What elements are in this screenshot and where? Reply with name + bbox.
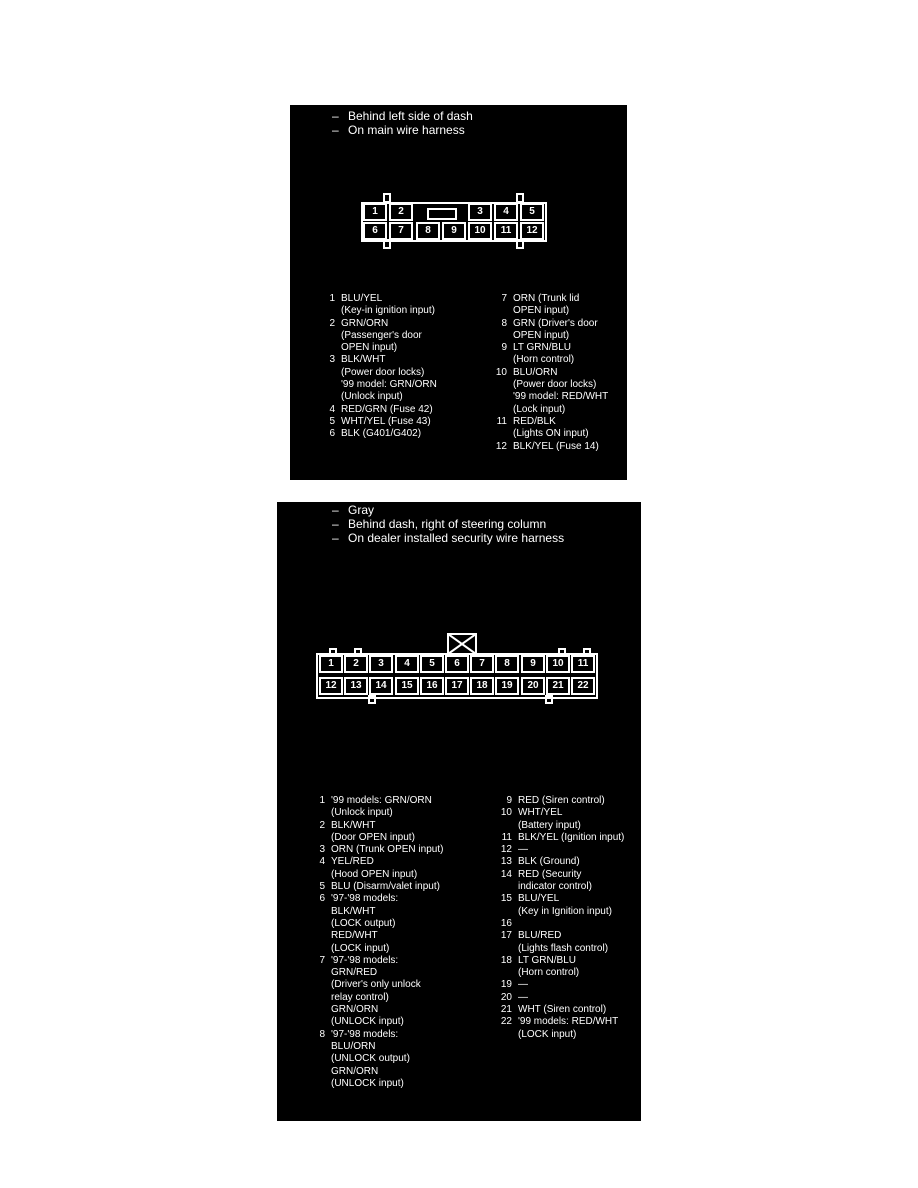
pin-number: 5 — [329, 415, 335, 427]
pin-entry — [493, 832, 624, 844]
pin-number: 18 — [500, 954, 512, 966]
pin-description-line: (Key-in ignition input) — [341, 305, 435, 317]
pin-entry — [493, 979, 624, 991]
pin-description-line: '97-'98 models: — [331, 893, 399, 905]
connector-pin: 8 — [495, 655, 519, 673]
pin-description-line: (Lights ON input) — [513, 428, 589, 440]
connector-pin: 14 — [369, 677, 393, 695]
pin-list-left — [316, 293, 437, 441]
connector-pin: 9 — [521, 655, 545, 673]
pin-description-line: GRN/ORN — [331, 1065, 379, 1077]
connector-pin: 12 — [520, 222, 544, 240]
connector-pin: 22 — [571, 677, 595, 695]
pin-description-line: (Hood OPEN input) — [331, 868, 418, 880]
pin-entry — [493, 807, 624, 832]
pin-entry — [316, 293, 437, 318]
pin-description-line: (Power door locks) — [341, 366, 425, 378]
pin-description-line: BLU/RED — [518, 930, 562, 942]
pin-description-line: RED/WHT — [331, 930, 378, 942]
pin-description-line: '97-'98 models: — [331, 954, 399, 966]
pin-description-line: GRN/RED — [331, 967, 378, 979]
pin-description-line: GRN/ORN — [331, 1004, 379, 1016]
pin-number: 22 — [500, 1016, 512, 1028]
pin-number: 9 — [506, 795, 512, 806]
connector-pin: 11 — [494, 222, 518, 240]
pin-description-line: (Battery input) — [518, 819, 581, 831]
pin-number: 1 — [329, 293, 335, 304]
pin-entry — [488, 342, 608, 367]
pin-description-line: (Unlock input) — [331, 807, 393, 819]
pin-description-line: BLK/WHT — [331, 819, 376, 831]
pin-description-line: LT GRN/BLU — [513, 342, 571, 354]
pin-description-line: BLK/WHT — [331, 905, 376, 917]
pin-description-line: (Lock input) — [513, 403, 566, 415]
pin-description-line: (UNLOCK input) — [331, 1077, 404, 1089]
pin-entry — [493, 1004, 624, 1016]
connector-pin: 4 — [494, 203, 518, 221]
pin-entry — [493, 856, 624, 868]
location-note: – On dealer installed security wire harness — [332, 531, 565, 545]
connector-pin: 5 — [520, 203, 544, 221]
pin-description-line: BLU/YEL — [518, 893, 560, 905]
pin-number: 2 — [329, 317, 335, 329]
pin-description-line: (UNLOCK input) — [331, 1016, 404, 1028]
connector-pin: 1 — [319, 655, 343, 673]
pin-number: 7 — [501, 293, 507, 304]
pin-entry — [493, 844, 624, 856]
connector-pin: 6 — [445, 655, 469, 673]
connector-pin: 2 — [389, 203, 413, 221]
pin-entry — [316, 428, 437, 440]
connector-pin: 20 — [521, 677, 545, 695]
pin-entry — [306, 955, 443, 1029]
pin-description-line: WHT/YEL — [518, 807, 563, 819]
pin-number: 15 — [500, 893, 512, 905]
pin-description-line: RED (Siren control) — [518, 795, 605, 806]
pin-description-line: BLU/ORN — [331, 1040, 376, 1052]
pin-description-line: BLK/WHT — [341, 354, 386, 366]
pin-description-line: (Lights flash control) — [518, 942, 609, 954]
pin-description-line: BLK/YEL (Ignition input) — [518, 831, 625, 843]
pin-number: 12 — [500, 844, 512, 856]
pin-entry — [493, 930, 624, 955]
connector-pin: 10 — [546, 655, 570, 673]
pin-description-line: LT GRN/BLU — [518, 954, 576, 966]
pin-number: 10 — [495, 366, 507, 378]
connector-pin: 16 — [420, 677, 444, 695]
pin-description-line: OPEN input) — [513, 305, 570, 317]
pin-entry — [306, 795, 443, 820]
pin-number: 8 — [319, 1028, 325, 1040]
pin-number: 2 — [319, 819, 325, 831]
pin-description-line: BLK (G401/G402) — [341, 428, 422, 440]
pin-entry — [306, 844, 443, 856]
pin-description-line: (UNLOCK output) — [331, 1053, 410, 1065]
connector-2-panel — [277, 502, 641, 1121]
connector-pin: 18 — [470, 677, 494, 695]
pin-list-left — [306, 795, 443, 1090]
location-note: – Behind left side of dash — [332, 109, 473, 123]
pin-number: 11 — [501, 831, 512, 843]
pin-entry — [316, 318, 437, 355]
pin-entry — [306, 1029, 443, 1090]
pin-number: 3 — [329, 354, 335, 366]
pin-number: 3 — [319, 844, 325, 856]
pin-description-line: WHT (Siren control) — [518, 1004, 607, 1016]
pin-number: 13 — [500, 856, 512, 868]
pin-description-line: (Horn control) — [518, 967, 580, 979]
pin-entry — [316, 404, 437, 416]
pin-number: 21 — [500, 1004, 512, 1016]
pin-description-line: (Passenger's door — [341, 329, 422, 341]
pin-description-line: (LOCK input) — [331, 942, 390, 954]
pin-number: 6 — [329, 428, 335, 440]
pin-description-line: (LOCK output) — [331, 917, 396, 929]
connector-pin: 13 — [344, 677, 368, 695]
pin-entry — [493, 955, 624, 980]
connector-pin: 10 — [468, 222, 492, 240]
pin-number: 4 — [319, 856, 325, 868]
pin-description-line: '99 models: GRN/ORN — [331, 795, 432, 806]
pin-description-line: OPEN input) — [513, 329, 570, 341]
pin-entry — [306, 856, 443, 881]
pin-description-line: RED/GRN (Fuse 42) — [341, 403, 433, 415]
pin-number: 17 — [500, 930, 512, 942]
connector-pin: 3 — [369, 655, 393, 673]
pin-description-line: (Key in Ignition input) — [518, 905, 612, 917]
connector-1-panel — [290, 105, 627, 480]
pin-description-line: YEL/RED — [331, 856, 374, 868]
pin-description-line: — — [518, 991, 528, 1003]
pin-list-right — [493, 795, 624, 1041]
pin-entry — [488, 318, 608, 343]
pin-entry — [493, 1016, 624, 1041]
location-note: – On main wire harness — [332, 123, 465, 137]
connector-pin: 21 — [546, 677, 570, 695]
pin-description-line: BLU/ORN — [513, 366, 558, 378]
pin-description-line: '99 models: RED/WHT — [518, 1016, 619, 1028]
pin-number: 4 — [329, 403, 335, 415]
pin-description-line: OPEN input) — [341, 342, 398, 354]
pin-description-line: indicator control) — [518, 881, 592, 893]
pin-number: 12 — [495, 440, 507, 452]
pin-description-line: BLU/YEL — [341, 293, 383, 304]
pin-entry — [316, 354, 437, 403]
pin-entry — [488, 367, 608, 416]
pin-number: 10 — [500, 807, 512, 819]
pin-entry — [488, 416, 608, 441]
pin-number: 16 — [500, 917, 512, 929]
connector-pin: 8 — [416, 222, 440, 240]
connector-pin: 5 — [420, 655, 444, 673]
connector-pin: 15 — [395, 677, 419, 695]
connector-pin: 4 — [395, 655, 419, 673]
location-note: – Gray — [332, 503, 375, 517]
pin-description-line: '97-'98 models: — [331, 1028, 399, 1040]
pin-description-line: (LOCK input) — [518, 1028, 577, 1040]
pin-description-line: WHT/YEL (Fuse 43) — [341, 415, 431, 427]
pin-description-line: — — [518, 844, 528, 856]
pin-description-line: BLK (Ground) — [518, 856, 580, 868]
pin-description-line: — — [518, 979, 528, 991]
pin-description-line: RED/BLK — [513, 415, 556, 427]
pin-description-line: BLK/YEL (Fuse 14) — [513, 440, 599, 452]
pin-description-line: (Power door locks) — [513, 379, 597, 391]
pin-entry — [488, 293, 608, 318]
connector-pin: 6 — [363, 222, 387, 240]
pin-description-line: ORN (Trunk lid — [513, 293, 580, 304]
pin-description-line: BLU (Disarm/valet input) — [331, 881, 440, 893]
pin-entry — [493, 992, 624, 1004]
connector-pin: 2 — [344, 655, 368, 673]
pin-entry — [493, 893, 624, 918]
pin-number: 7 — [319, 954, 325, 966]
pin-number: 19 — [500, 979, 512, 991]
pin-number: 1 — [319, 795, 325, 806]
connector-pin: 19 — [495, 677, 519, 695]
pin-description-line: (Unlock input) — [341, 391, 403, 403]
pin-number: 20 — [500, 991, 512, 1003]
pin-description-line: (Door OPEN input) — [331, 831, 415, 843]
pin-number: 5 — [319, 881, 325, 893]
blocked-cavity-icon — [447, 633, 477, 655]
pin-description-line: '99 model: RED/WHT — [513, 391, 609, 403]
pin-description-line: GRN/ORN — [341, 317, 389, 329]
pin-list-right — [488, 293, 608, 453]
connector-pin: 7 — [470, 655, 494, 673]
pin-entry — [306, 881, 443, 893]
pin-number: 8 — [501, 317, 507, 329]
pin-description-line: (Driver's only unlock — [331, 979, 421, 991]
pin-entry — [316, 416, 437, 428]
connector-pin: 1 — [363, 203, 387, 221]
pin-number: 14 — [500, 868, 512, 880]
pin-description-line: RED (Security — [518, 868, 582, 880]
pin-entry — [493, 869, 624, 894]
pin-entry — [306, 820, 443, 845]
connector-pin: 12 — [319, 677, 343, 695]
pin-entry — [306, 893, 443, 954]
connector-pin: 17 — [445, 677, 469, 695]
pin-description-line: relay control) — [331, 991, 389, 1003]
pin-description-line — [518, 918, 624, 930]
pin-number: 6 — [319, 893, 325, 905]
pin-description-line: ORN (Trunk OPEN input) — [331, 844, 444, 856]
connector-pin: 7 — [389, 222, 413, 240]
pin-entry — [493, 918, 624, 930]
pin-description-line: GRN (Driver's door — [513, 317, 598, 329]
pin-description-line: '99 model: GRN/ORN — [341, 379, 437, 391]
pin-entry — [493, 795, 624, 807]
connector-pin: 9 — [442, 222, 466, 240]
location-note: – Behind dash, right of steering column — [332, 517, 547, 531]
pin-entry — [488, 441, 608, 453]
pin-description-line: (Horn control) — [513, 354, 575, 366]
connector-pin: 11 — [571, 655, 595, 673]
pin-number: 11 — [496, 415, 507, 427]
connector-pin: 3 — [468, 203, 492, 221]
pin-number: 9 — [501, 342, 507, 354]
